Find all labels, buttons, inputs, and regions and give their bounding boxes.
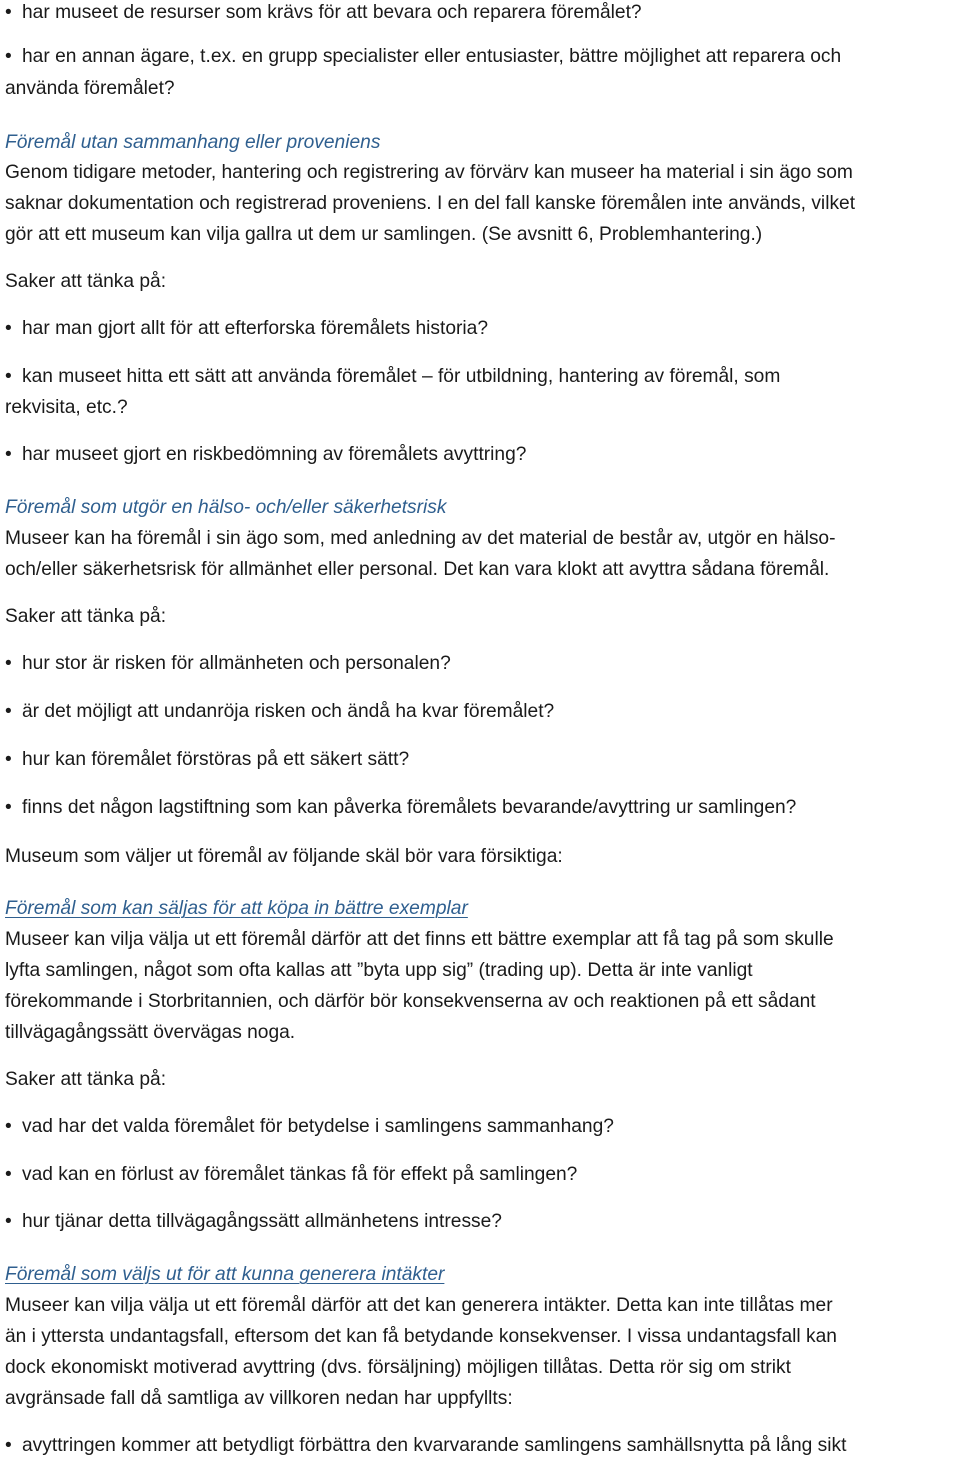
paragraph-provenance-line-3: gör att ett museum kan vilja gallra ut dem ur samlingen. (Se avsnitt 6, Problemhantering.)	[5, 224, 763, 245]
heading-generate-income: Föremål som väljs ut för att kunna generera intäkter	[5, 1264, 445, 1285]
bullet-research-history: • har man gjort allt för att efterforska föremålets historia?	[5, 317, 488, 341]
bullet-use-object: • kan museet hitta ett sätt att använda föremålet – för utbildning, hantering av föremål, som	[5, 365, 780, 389]
paragraph-trading-up-line-4: tillvägagångssätt övervägas noga.	[5, 1022, 296, 1043]
paragraph-provenance-line-1: Genom tidigare metoder, hantering och registrering av förvärv kan museer ha material i sin ägo som	[5, 162, 853, 183]
paragraph-provenance-line-2: saknar dokumentation och registrerad proveniens. I en del fall kanske föremålen inte används, vilket	[5, 193, 856, 214]
heading-health-risk: Föremål som utgör en hälso- och/eller säkerhetsrisk	[5, 497, 447, 518]
paragraph-income-line-4: avgränsade fall då samtliga av villkoren nedan har uppfyllts:	[5, 1388, 513, 1409]
bullet-use-object-cont: rekvisita, etc.?	[5, 397, 128, 418]
bullet-legislation: • finns det någon lagstiftning som kan påverka föremålets bevarande/avyttring ur samlingen?	[5, 796, 796, 820]
bullet-improve-collection: • avyttringen kommer att betydligt förbättra den kvarvarande samlingens samhällsnytta på lång sikt	[5, 1434, 846, 1458]
consider-label: Saker att tänka på:	[5, 606, 167, 627]
bullet-risk-assessment: • har museet gjort en riskbedömning av föremålets avyttring?	[5, 443, 526, 467]
paragraph-trading-up-line-3: förekommande i Storbritannien, och därför bör konsekvenserna av och reaktionen på ett sådant	[5, 991, 816, 1012]
paragraph-income-line-1: Museer kan vilja välja ut ett föremål därför att det kan generera intäkter. Detta kan inte tillåtas mer	[5, 1295, 833, 1316]
paragraph-income-line-3: dock ekonomiskt motiverad avyttring (dvs. försäljning) möjligen tillåtas. Detta rör sig om strikt	[5, 1357, 791, 1378]
consider-label: Saker att tänka på:	[5, 271, 167, 292]
paragraph-trading-up-line-1: Museer kan vilja välja ut ett föremål därför att det finns ett bättre exemplar att få tag på som skulle	[5, 929, 834, 950]
bullet-resources: • har museet de resurser som krävs för att bevara och reparera föremålet?	[5, 1, 642, 25]
heading-no-provenance: Föremål utan sammanhang eller proveniens	[5, 132, 381, 153]
paragraph-health-line-1: Museer kan ha föremål i sin ägo som, med anledning av det material de består av, utgör en hälso-	[5, 528, 836, 549]
paragraph-health-line-2: och/eller säkerhetsrisk för allmänhet eller personal. Det kan vara klokt att avyttra sådana föremål.	[5, 559, 830, 580]
bullet-risk-size: • hur stor är risken för allmänheten och personalen?	[5, 652, 451, 676]
bullet-loss-effect: • vad kan en förlust av föremålet tänkas få för effekt på samlingen?	[5, 1163, 577, 1187]
bullet-remove-risk: • är det möjligt att undanröja risken och ändå ha kvar föremålet?	[5, 700, 554, 724]
paragraph-income-line-2: än i yttersta undantagsfall, eftersom det kan få betydande konsekvenser. I vissa undantagsfall kan	[5, 1326, 837, 1347]
bullet-significance: • vad har det valda föremålet för betydelse i samlingens sammanhang?	[5, 1115, 614, 1139]
caution-intro: Museum som väljer ut föremål av följande skäl bör vara försiktiga:	[5, 846, 563, 867]
consider-label: Saker att tänka på:	[5, 1069, 167, 1090]
bullet-other-owner: • har en annan ägare, t.ex. en grupp specialister eller entusiaster, bättre möjlighet att reparera och	[5, 45, 841, 69]
bullet-other-owner-cont: använda föremålet?	[5, 78, 175, 99]
heading-sell-better-example: Föremål som kan säljas för att köpa in bättre exemplar	[5, 898, 468, 919]
bullet-destroy-safely: • hur kan föremålet förstöras på ett säkert sätt?	[5, 748, 409, 772]
paragraph-trading-up-line-2: lyfta samlingen, något som ofta kallas att ”byta upp sig” (trading up). Detta är inte vanligt	[5, 960, 753, 981]
bullet-public-interest: • hur tjänar detta tillvägagångssätt allmänhetens intresse?	[5, 1210, 502, 1234]
